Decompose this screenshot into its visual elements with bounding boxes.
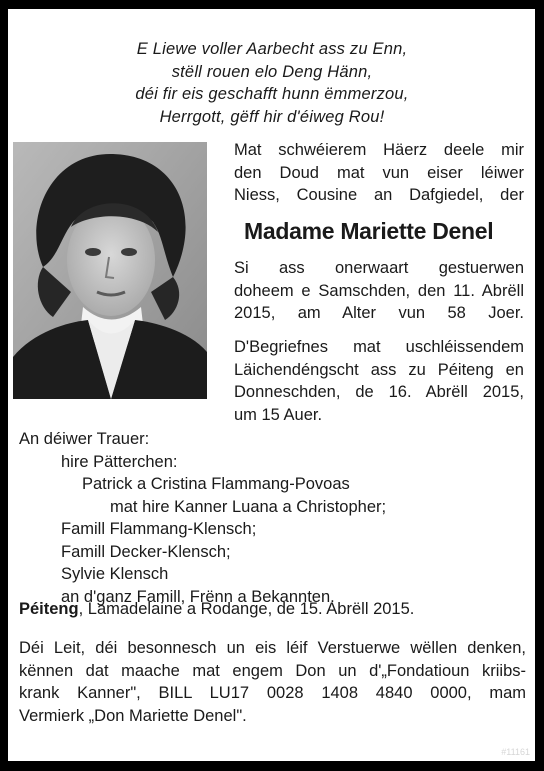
mourner-line: hire Pätterchen: — [61, 452, 178, 471]
place-and-date — [19, 598, 414, 621]
mourners-list — [19, 428, 386, 608]
funeral-line: Donneschden, de 16. Abrëll 2015, — [234, 383, 524, 401]
mourners-heading: An déiwer Trauer: — [19, 430, 150, 448]
mourner-line: mat hire Kanner Luana a Christopher; — [110, 497, 387, 516]
mourner-line: Famill Decker-Klensch; — [61, 542, 231, 561]
death-line: 2015, am Alter vun 58 Joer. — [234, 304, 524, 322]
mourner-line: an d'ganz Famill, Frënn a Bekannten. — [61, 587, 335, 606]
donation-line: kënnen dat maache mat engem Don un d'„Fondatioun kriibs- — [19, 661, 526, 680]
donation-line: Déi Leit, déi besonnesch un eis léif Verstuerwe wëllen denken, — [19, 639, 526, 657]
place-rest: , Lamadelaine a Rodange, de 15. Abrëll 2015. — [78, 600, 415, 618]
intro-paragraph — [234, 139, 524, 207]
intro-line: Niess, Cousine an Dafgiedel, der — [234, 186, 524, 204]
place-town: Péiteng — [19, 600, 79, 618]
funeral-paragraph — [234, 336, 524, 426]
poem-line: déi fir eis geschafft hunn ëmmerzou, — [135, 85, 409, 103]
donation-paragraph — [19, 637, 526, 727]
poem-line: stëll rouen elo Deng Hänn, — [171, 62, 373, 81]
death-line: Si ass onerwaart gestuerwen — [234, 259, 524, 277]
death-line: doheem e Samschden, den 11. Abrëll — [234, 281, 524, 300]
mourner-line: Sylvie Klensch — [61, 565, 169, 583]
funeral-line: D'Begriefnes mat uschléissendem — [234, 338, 524, 356]
donation-line: krank Kanner", BILL LU17 0028 1408 4840 0000, mam — [19, 684, 526, 702]
deceased-name: Madame Mariette Denel — [244, 218, 494, 244]
poem-line: E Liewe voller Aarbecht ass zu Enn, — [136, 40, 408, 58]
intro-line: Mat schwéierem Häerz deele mir — [234, 141, 524, 159]
poem-verse — [0, 38, 544, 128]
funeral-line: Läichendéngscht ass zu Péiteng en — [234, 360, 524, 379]
intro-line: den Doud mat vun eiser léiwer — [234, 163, 524, 182]
mourner-line: Famill Flammang-Klensch; — [61, 520, 257, 538]
mourner-line: Patrick a Cristina Flammang-Povoas — [82, 475, 350, 493]
funeral-line: um 15 Auer. — [234, 405, 323, 424]
donation-line: Vermierk „Don Mariette Denel". — [19, 706, 247, 725]
poem-line: Herrgott, gëff hir d'éiweg Rou! — [159, 107, 385, 126]
watermark: #11161 — [501, 747, 530, 757]
death-paragraph — [234, 257, 524, 325]
portrait-photo — [13, 142, 207, 399]
